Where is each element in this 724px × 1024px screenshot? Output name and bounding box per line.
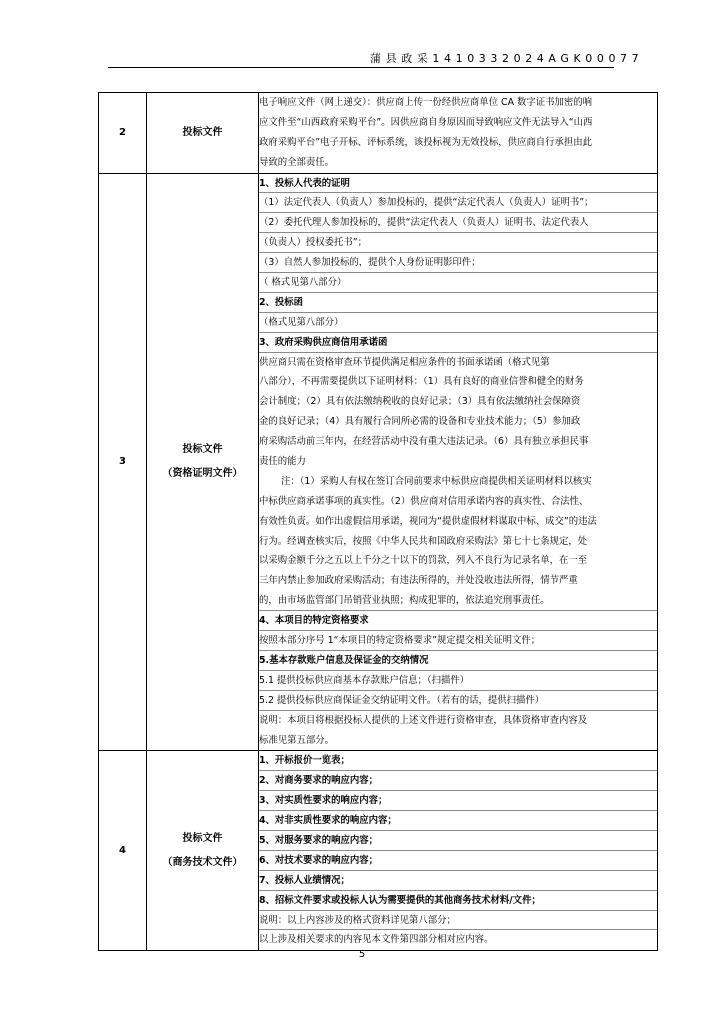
content-line: 导致的全部责任。 xyxy=(259,156,335,168)
row-title-line: 投标文件 xyxy=(182,832,223,844)
row-number: 2 xyxy=(99,93,147,174)
section-heading: 3、政府采购供应商信用承诺函 xyxy=(259,333,657,353)
content-line: （格式见第八部分） xyxy=(259,313,657,333)
content-line: （3）自然人参加投标的，提供个人身份证明影印件； xyxy=(259,253,657,273)
row-title xyxy=(147,751,259,951)
content-line: 5.1 提供投标供应商基本存款账户信息；（扫描件） xyxy=(259,671,657,691)
content-line: 三年内禁止参加政府采购活动；有违法所得的，并处没收违法所得，情节严重 xyxy=(259,575,578,587)
content-line: 以采购金额千分之五以上千分之十以下的罚款，列入不良行为记录名单，在一至 xyxy=(259,555,588,567)
content-line: 府采购活动前三年内，在经营活动中没有重大违法记录。（6）具有独立承担民事 xyxy=(259,436,589,448)
content-line: 的，由市场监管部门吊销营业执照；构成犯罪的，依法追究刑事责任。 xyxy=(259,591,657,611)
row-title-subline: （资格证明文件） xyxy=(162,467,243,479)
list-item: 1、开标报价一览表； xyxy=(259,751,657,771)
list-item: 5、对服务要求的响应内容； xyxy=(259,831,657,851)
header-project-code: 蒲县政采1410332024AGK00077 xyxy=(370,52,644,65)
content-line: 说明：本项目将根据投标人提供的上述文件进行资格审查，具体资格审查内容及 xyxy=(259,714,588,726)
page-number: 5 xyxy=(358,949,366,960)
row-title-line: 投标文件 xyxy=(182,443,223,455)
content-line: 有效性负责。如作出虚假信用承诺，视同为“提供虚假材料谋取中标、成交”的违法 xyxy=(259,515,597,527)
row-number: 4 xyxy=(99,751,147,951)
section-heading: 2、投标函 xyxy=(259,293,657,313)
content-line: 责任的能力 xyxy=(259,456,306,468)
section-heading: 5.基本存款账户信息及保证金的交纳情况 xyxy=(259,651,657,671)
list-item: 7、投标人业绩情况； xyxy=(259,871,657,891)
row-title-subline: （商务技术文件） xyxy=(162,856,243,868)
row-content xyxy=(259,751,658,951)
table-row xyxy=(99,751,658,951)
requirements-table xyxy=(98,92,658,951)
content-line: 金的良好记录；（4）具有履行合同所必需的设备和专业技术能力；（5）参加政 xyxy=(259,416,581,428)
content-line: （负责人）授权委托书”； xyxy=(259,233,657,253)
row-title xyxy=(147,93,259,174)
content-line: （ 格式见第八部分） xyxy=(259,273,657,293)
row-number: 3 xyxy=(99,173,147,751)
list-item: 8、招标文件要求或投标人认为需要提供的其他商务技术材料/文件； xyxy=(259,891,657,911)
content-line: 以上涉及相关要求的内容见本文件第四部分相对应内容。 xyxy=(259,934,494,946)
table-row xyxy=(99,93,658,174)
row-content xyxy=(259,93,658,174)
content-line: 八部分），不再需要提供以下证明材料：（1）具有良好的商业信誉和健全的财务 xyxy=(259,376,584,388)
content-line: 电子响应文件（网上递交）：供应商上传一份经供应商单位 CA 数字证书加密的响 xyxy=(259,97,592,108)
content-line: 应文件至“山西政府采购平台”。因供应商自身原因而导致响应文件无法导入“山西 xyxy=(259,116,593,128)
content-line: 说明：以上内容涉及的格式资料详见第八部分； xyxy=(259,911,657,931)
list-item: 6、对技术要求的响应内容； xyxy=(259,851,657,871)
content-line: 5.2 提供投标供应商保证金交纳证明文件。（若有的话，提供扫描件） xyxy=(259,691,657,711)
content-line: 政府采购平台”电子开标、评标系统，该投标视为无效投标，供应商自行承担由此 xyxy=(259,136,592,148)
row-title-line: 投标文件 xyxy=(182,126,223,138)
list-item: 3、对实质性要求的响应内容； xyxy=(259,791,657,811)
content-line: 行为。经调查核实后，按照《中华人民共和国政府采购法》第七十七条规定，处 xyxy=(259,535,588,547)
content-line: （1）法定代表人（负责人）参加投标的，提供“法定代表人（负责人）证明书”； xyxy=(259,193,657,213)
section-heading: 1、投标人代表的证明 xyxy=(259,174,657,194)
content-line: 中标供应商承诺事项的真实性。（2）供应商对信用承诺内容的真实性、合法性、 xyxy=(259,495,589,507)
content-line: 会计制度；（2）具有依法缴纳税收的良好记录；（3）具有依法缴纳社会保障资 xyxy=(259,396,581,408)
content-line: （2）委托代理人参加投标的，提供“法定代表人（负责人）证明书、法定代表人 xyxy=(259,213,657,233)
list-item: 4、对非实质性要求的响应内容； xyxy=(259,811,657,831)
row-title xyxy=(147,173,259,751)
section-heading: 4、本项目的特定资格要求 xyxy=(259,611,657,631)
content-line: 标准见第五部分。 xyxy=(259,734,335,746)
table-row xyxy=(99,173,658,751)
list-item: 2、对商务要求的响应内容； xyxy=(259,771,657,791)
header-rule xyxy=(108,67,614,68)
content-line: 按照本部分序号 1“本项目的特定资格要求”规定提交相关证明文件； xyxy=(259,631,657,651)
row-content xyxy=(259,173,658,751)
content-line: 注：（1）采购人有权在签订合同前要求中标供应商提供相关证明材料以核实 xyxy=(281,475,592,487)
content-line: 供应商只需在资格审查环节提供满足相应条件的书面承诺函（格式见第 xyxy=(259,356,550,368)
